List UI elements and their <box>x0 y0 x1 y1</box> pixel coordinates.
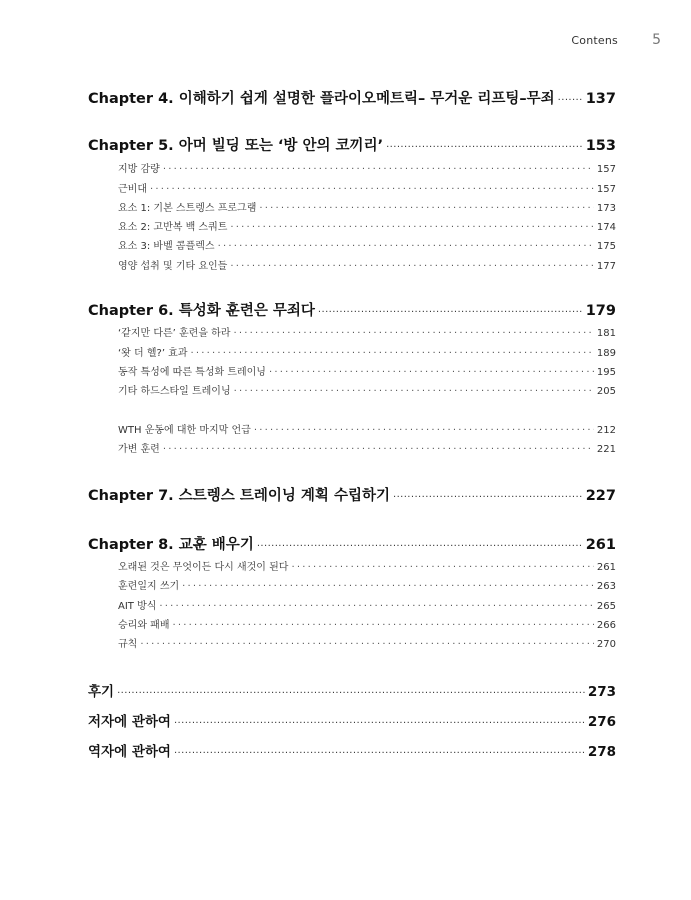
toc-entry-label: 규칙 <box>118 639 138 650</box>
toc-entry-page: 179 <box>585 303 616 319</box>
toc-entry-page: 221 <box>596 444 616 455</box>
toc-section <box>88 199 616 215</box>
toc-entry-label: 가변 훈련 <box>118 444 160 455</box>
toc-entry-label: 근비대 <box>118 184 147 195</box>
toc-chapter-5 <box>88 134 616 154</box>
page-number: 5 <box>652 32 661 48</box>
toc-entry-label: 영양 섭취 및 기타 요인들 <box>118 261 228 272</box>
dot-leader <box>257 535 583 549</box>
toc-section <box>88 324 616 340</box>
dot-leader <box>291 561 593 571</box>
dot-leader <box>558 89 583 103</box>
dot-leader <box>174 743 585 756</box>
toc-entry-page: 205 <box>596 386 616 397</box>
toc-entry-page: 265 <box>596 601 616 612</box>
toc-section <box>88 577 616 593</box>
toc-entry-label: 승리와 패배 <box>118 620 170 631</box>
toc-entry-label: Chapter 5. 아머 빌딩 또는 ‘방 안의 코끼리’ <box>88 138 384 154</box>
toc-entry-page: 174 <box>596 222 616 233</box>
toc-entry-page: 273 <box>587 684 616 700</box>
dot-leader <box>172 619 593 629</box>
toc-entry-label: 요소 3: 바벨 콤플렉스 <box>118 241 215 252</box>
dot-leader <box>318 301 583 315</box>
dot-leader <box>269 366 594 376</box>
toc-section <box>88 616 616 632</box>
toc-section <box>88 344 616 360</box>
toc-entry-page: 270 <box>596 639 616 650</box>
toc-entry-label: 요소 1: 기본 스트렝스 프로그램 <box>118 203 257 214</box>
toc-entry-label: 저자에 관하여 <box>88 714 171 730</box>
toc-section <box>88 421 616 437</box>
dot-leader <box>117 683 585 696</box>
toc-entry-page: 212 <box>596 425 616 436</box>
dot-leader <box>386 136 583 150</box>
toc-entry-label: AIT 방식 <box>118 601 157 612</box>
dot-leader <box>163 443 594 453</box>
toc-entry-page: 157 <box>596 184 616 195</box>
toc-entry-label: 역자에 관하여 <box>88 744 171 760</box>
dot-leader <box>140 638 594 648</box>
toc-entry-page: 175 <box>596 241 616 252</box>
toc-section <box>88 597 616 613</box>
toc-entry-page: 137 <box>585 91 616 107</box>
toc-section <box>88 257 616 273</box>
toc-chapter-7 <box>88 484 616 504</box>
toc-section <box>88 160 616 176</box>
dot-leader <box>230 260 594 270</box>
toc-section <box>88 440 616 456</box>
dot-leader <box>159 600 594 610</box>
toc-entry-page: 173 <box>596 203 616 214</box>
toc-section <box>88 382 616 398</box>
toc-entry-label: 오래된 것은 무엇이든 다시 새것이 된다 <box>118 562 289 573</box>
toc-entry-label: ‘같지만 다른’ 훈련을 하라 <box>118 328 231 339</box>
toc-chapter-6 <box>88 299 616 319</box>
toc-section <box>88 218 616 234</box>
toc-entry-label: WTH 운동에 대한 마지막 언급 <box>118 425 251 436</box>
dot-leader <box>230 221 594 231</box>
toc-entry-label: 동작 특성에 따른 특성화 트레이닝 <box>118 367 266 378</box>
dot-leader <box>234 327 594 337</box>
toc-entry-label: 훈련일지 쓰기 <box>118 581 180 592</box>
dot-leader <box>259 202 594 212</box>
toc-about-author <box>88 710 616 730</box>
toc-entry-page: 153 <box>585 138 616 154</box>
toc-entry-page: 195 <box>596 367 616 378</box>
toc-entry-page: 276 <box>587 714 616 730</box>
dot-leader <box>234 385 594 395</box>
toc-entry-label: 지방 감량 <box>118 164 160 175</box>
toc-entry-label: 후기 <box>88 684 115 700</box>
toc-entry-page: 157 <box>596 164 616 175</box>
toc-section <box>88 363 616 379</box>
dot-leader <box>191 347 594 357</box>
dot-leader <box>150 183 594 193</box>
toc-entry-label: Chapter 8. 교훈 배우기 <box>88 537 254 553</box>
toc-chapter-4 <box>88 87 616 107</box>
dot-leader <box>174 713 585 726</box>
running-header-title: Contens <box>571 34 618 47</box>
running-header <box>0 34 691 50</box>
toc-section <box>88 635 616 651</box>
toc-section <box>88 180 616 196</box>
toc-entry-label: Chapter 4. 이해하기 쉽게 설명한 플라이오메트릭– 무거운 리프팅–무죄 <box>88 91 555 107</box>
toc-about-translator <box>88 740 616 760</box>
toc-entry-page: 278 <box>587 744 616 760</box>
dot-leader <box>182 580 594 590</box>
toc-entry-page: 227 <box>585 488 616 504</box>
toc-entry-page: 263 <box>596 581 616 592</box>
dot-leader <box>163 163 594 173</box>
toc-entry-label: 요소 2: 고반복 백 스쿼트 <box>118 222 228 233</box>
toc-chapter-8 <box>88 533 616 553</box>
toc-section <box>88 558 616 574</box>
toc-entry-page: 261 <box>585 537 616 553</box>
toc-entry-page: 177 <box>596 261 616 272</box>
toc-entry-label: Chapter 7. 스트렝스 트레이닝 계획 수립하기 <box>88 488 390 504</box>
toc-entry-label: 기타 하드스타일 트레이닝 <box>118 386 231 397</box>
toc-entry-page: 261 <box>596 562 616 573</box>
toc-entry-page: 189 <box>596 348 616 359</box>
toc-section <box>88 237 616 253</box>
toc-entry-page: 266 <box>596 620 616 631</box>
toc-afterword <box>88 680 616 700</box>
toc-entry-label: Chapter 6. 특성화 훈련은 무죄다 <box>88 303 315 319</box>
toc-entry-page: 181 <box>596 328 616 339</box>
dot-leader <box>218 240 594 250</box>
dot-leader <box>254 424 594 434</box>
toc-entry-label: ‘왓 더 헬?’ 효과 <box>118 348 188 359</box>
dot-leader <box>393 486 583 500</box>
